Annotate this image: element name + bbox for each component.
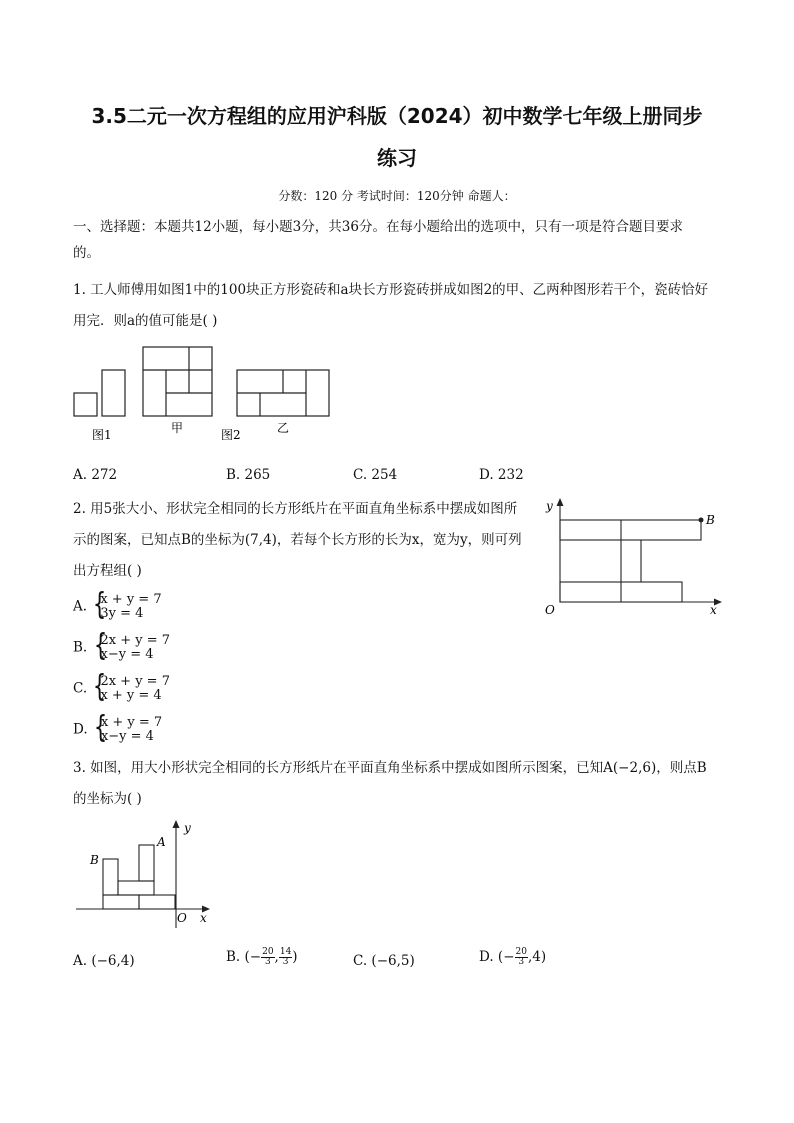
page-title: 3.5二元一次方程组的应用沪科版（2024）初中数学七年级上册同步 <box>91 104 703 128</box>
q1-text-cont: 用完．则a的值可能是( ) <box>73 313 218 329</box>
q2-origin-label: O <box>545 603 555 617</box>
section-header: 一、选择题：本题共12小题，每小题3分，共36分。在每小题给出的选项中，只有一项是符合题目要求 <box>73 219 683 235</box>
q2-rect-top <box>560 520 701 540</box>
q2-y-label: y <box>546 499 553 513</box>
section-header-cont: 的。 <box>73 245 100 261</box>
fig1-label: 图1 <box>92 428 112 440</box>
q3-option-d[interactable]: D. (− $\frac{20}{3}$ ,4) <box>479 947 547 967</box>
q2-figure <box>538 496 728 620</box>
fig-jia-label: 甲 <box>171 421 184 435</box>
q3-y-label: y <box>184 821 191 835</box>
q2-option-d[interactable]: D. { x + y = 7 x−y = 4 <box>73 716 162 744</box>
q2-x-label: x <box>710 603 717 617</box>
fig2-label: 图2 <box>221 428 241 440</box>
fig1-rect-tile <box>102 370 125 416</box>
q3-figure <box>70 818 220 934</box>
q2-text-cont2: 出方程组( ) <box>73 563 142 579</box>
fig1-square-tile <box>74 393 97 416</box>
q3-point-a-label: A <box>157 835 166 849</box>
q1-option-c[interactable]: C. 254 <box>353 467 398 483</box>
page-title-line2: 练习 <box>377 146 417 170</box>
fig-yi-label: 乙 <box>277 421 290 435</box>
q3-text-cont: 的坐标为( ) <box>73 791 142 807</box>
q1-option-b[interactable]: B. 265 <box>226 467 271 483</box>
q1-option-a[interactable]: A. 272 <box>73 467 118 483</box>
q3-origin-label: O <box>177 911 187 925</box>
q3-option-a[interactable]: A. (−6,4) <box>73 953 135 969</box>
q3-point-b-label: B <box>90 853 99 867</box>
q2-text: 2. 用5张大小、形状完全相同的长方形纸片在平面直角坐标系中摆成如图所 <box>73 501 518 517</box>
q2-text-cont: 示的图案，已知点B的坐标为(7,4)，若每个长方形的长为x，宽为y，则可列 <box>73 532 522 548</box>
q1-figure <box>70 344 335 440</box>
q3-x-label: x <box>200 911 207 925</box>
fig-jia-outline <box>143 347 212 416</box>
q2-point-b <box>699 518 704 523</box>
exam-meta: 分数：120 分 考试时间：120分钟 命题人： <box>278 189 516 203</box>
q3-option-c[interactable]: C. (−6,5) <box>353 953 415 969</box>
q1-option-d[interactable]: D. 232 <box>479 467 524 483</box>
q1-text: 1. 工人师傅用如图1中的100块正方形瓷砖和a块长方形瓷砖拼成如图2的甲、乙两种图形若干个，瓷砖恰好 <box>73 282 709 298</box>
q2-option-a[interactable]: A. { x + y = 7 3y = 4 <box>73 593 162 621</box>
q2-option-c[interactable]: C. { 2x + y = 7 x + y = 4 <box>73 675 170 703</box>
q2-option-b[interactable]: B. { 2x + y = 7 x−y = 4 <box>73 634 170 662</box>
q3-option-b[interactable]: B. (− $\frac{20}{3}$ , $\frac{14}{3}$ ) <box>226 947 298 967</box>
q3-text: 3. 如图，用大小形状完全相同的长方形纸片在平面直角坐标系中摆成如图所示图案，已知A(−2,6)，则点B <box>73 760 707 776</box>
q2-point-b-label: B <box>706 513 715 527</box>
